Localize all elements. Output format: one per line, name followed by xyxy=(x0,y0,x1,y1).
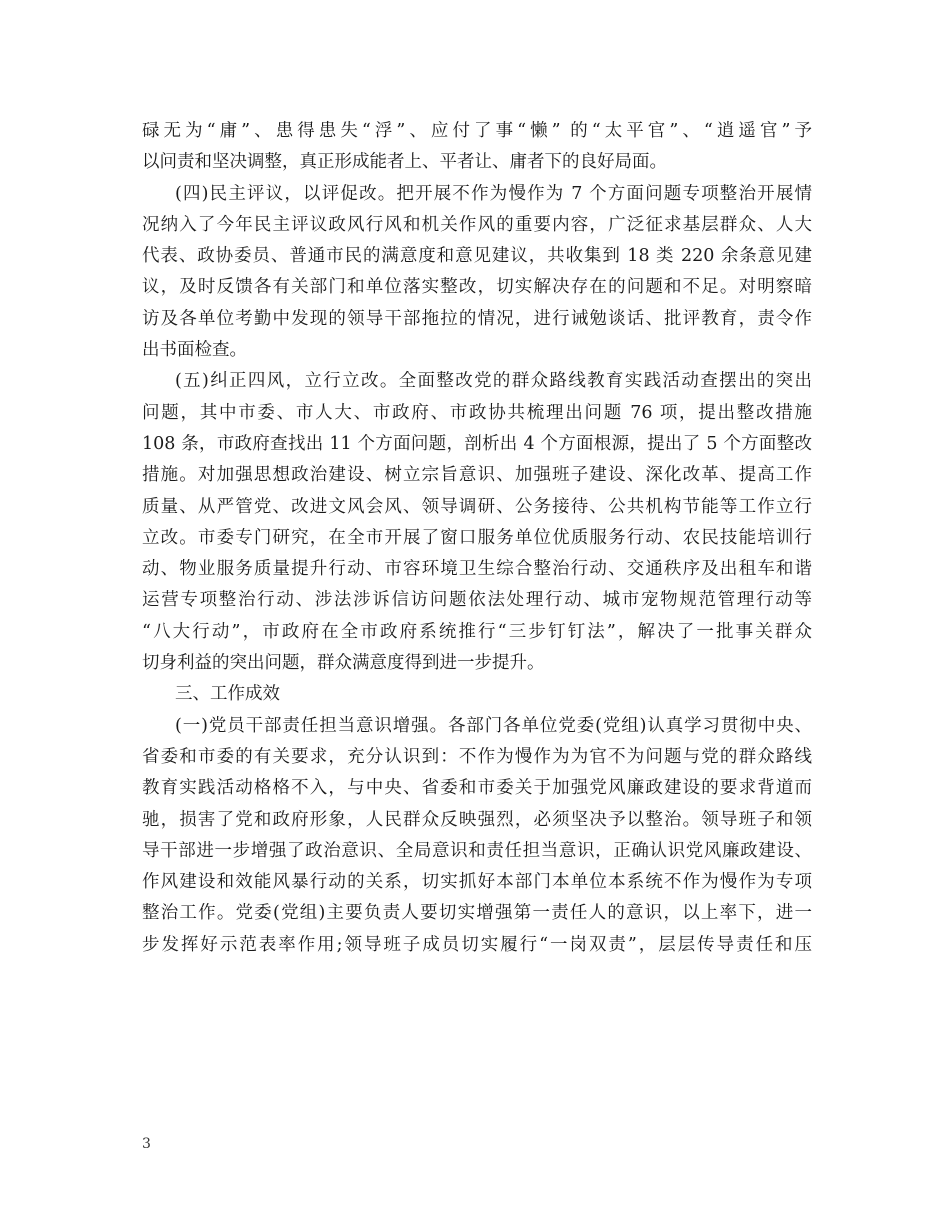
text-line: 况纳入了今年民主评议政风行风和机关作风的重要内容，广泛征求基层群众、人大 xyxy=(142,214,812,235)
text-line: 措施。对加强思想政治建设、树立宗旨意识、加强班子建设、深化改革、提高工作 xyxy=(142,465,812,486)
text-line: 运营专项整治行动、涉法涉诉信访问题依法处理行动、城市宠物规范管理行动等 xyxy=(142,590,812,611)
text-line: 整治工作。党委(党组)主要负责人要切实增强第一责任人的意识，以上率下，进一 xyxy=(142,903,812,924)
text-line: 动、物业服务质量提升行动、市容环境卫生综合整治行动、交通秩序及出租车和谐 xyxy=(142,559,812,580)
text-line: 议，及时反馈各有关部门和单位落实整改，切实解决存在的问题和不足。对明察暗 xyxy=(142,277,812,298)
text-line: 导干部进一步增强了政治意识、全局意识和责任担当意识，正确认识党风廉政建设、 xyxy=(142,840,812,861)
text-line: (一)党员干部责任担当意识增强。各部门各单位党委(党组)认真学习贯彻中央、 xyxy=(175,715,812,736)
text-line: 代表、政协委员、普通市民的满意度和意见建议，共收集到 18 类 220 余条意见建 xyxy=(142,246,812,267)
text-line: 教育实践活动格格不入，与中央、省委和市委关于加强党风廉政建设的要求背道而 xyxy=(142,778,812,799)
text-line: 步发挥好示范表率作用;领导班子成员切实履行“一岗双责”，层层传导责任和压 xyxy=(142,934,812,955)
text-line: 以问责和坚决调整，真正形成能者上、平者让、庸者下的良好局面。 xyxy=(142,152,667,173)
text-line: “八大行动”，市政府在全市政府系统推行“三步钉钉法”，解决了一批事关群众 xyxy=(142,621,812,642)
text-line: (五)纠正四风，立行立改。全面整改党的群众路线教育实践活动查摆出的突出 xyxy=(175,371,812,392)
body-text xyxy=(142,116,812,961)
page-number: 3 xyxy=(142,1136,151,1152)
text-line: (四)民主评议，以评促改。把开展不作为慢作为 7 个方面问题专项整治开展情 xyxy=(175,183,812,204)
text-line: 切身利益的突出问题，群众满意度得到进一步提升。 xyxy=(142,653,545,674)
text-line: 立改。市委专门研究，在全市开展了窗口服务单位优质服务行动、农民技能培训行 xyxy=(142,527,812,548)
text-line: 作风建设和效能风暴行动的关系，切实抓好本部门本单位本系统不作为慢作为专项 xyxy=(142,872,812,893)
text-line: 省委和市委的有关要求，充分认识到：不作为慢作为为官不为问题与党的群众路线 xyxy=(142,746,812,767)
text-line: 出书面检查。 xyxy=(142,340,247,361)
text-line: 碌无为“庸”、患得患失“浮”、应付了事“懒” 的“太平官”、“逍遥官”予 xyxy=(142,121,812,141)
text-line: 108 条，市政府查找出 11 个方面问题，剖析出 4 个方面根源，提出了 5 个方面整改 xyxy=(142,433,812,454)
text-line: 驰，损害了党和政府形象，人民群众反映强烈，必须坚决予以整治。领导班子和领 xyxy=(142,809,812,830)
text-line: 问题，其中市委、市人大、市政府、市政协共梳理出问题 76 项，提出整改措施 xyxy=(142,402,812,423)
text-line: 访及各单位考勤中发现的领导干部拖拉的情况，进行诫勉谈话、批评教育，责令作 xyxy=(142,308,812,329)
text-line: 三、工作成效 xyxy=(175,684,280,705)
text-line: 质量、从严管党、改进文风会风、领导调研、公务接待、公共机构节能等工作立行 xyxy=(142,496,812,517)
